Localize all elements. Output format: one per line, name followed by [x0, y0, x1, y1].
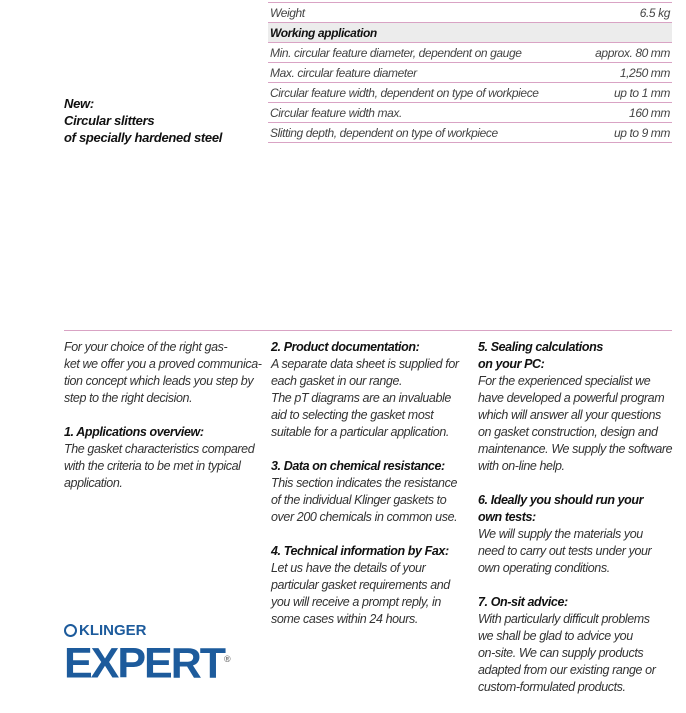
row-value: approx. 80 mm [595, 45, 670, 60]
row-label: Slitting depth, dependent on type of workpiece [270, 125, 498, 140]
divider [64, 330, 672, 331]
klinger-expert-logo [64, 622, 231, 688]
heading-documentation: 2. Product documentation: [271, 340, 420, 354]
text-advice: With particularly difficult problems we shall be glad to advice you on-site. We can supply products adapted from our existing range or custom-formulated products. [478, 612, 656, 694]
row-value: 6.5 kg [639, 5, 670, 20]
row-label: Circular feature width, dependent on type of workpiece [270, 85, 539, 100]
heading-fax: 4. Technical information by Fax: [271, 544, 449, 558]
text-fax: Let us have the details of your particular gasket requirements and you will receive a prompt reply, in some cases within 24 hours. [271, 561, 450, 626]
table-row [268, 83, 672, 103]
table-row [268, 63, 672, 83]
row-label: Max. circular feature diameter [270, 65, 417, 80]
column-3 [478, 339, 674, 713]
row-value: 1,250 mm [619, 65, 670, 80]
row-value: 160 mm [629, 105, 670, 120]
text-tests: We will supply the materials you need to carry out tests under your own operating conditions. [478, 527, 652, 575]
intro-text: For your choice of the right gas- ket we offer you a proved communica- tion concept which leads you step by step to the right decision. [64, 340, 262, 405]
heading-tests: 6. Ideally you should run your own tests: [478, 493, 644, 524]
heading-calculations: 5. Sealing calculations on your PC: [478, 340, 603, 371]
row-label: Circular feature width max. [270, 105, 402, 120]
product-name: EXPERT [64, 639, 225, 688]
heading-advice: 7. On-sit advice: [478, 595, 568, 609]
table-row [268, 43, 672, 63]
table-row [268, 123, 672, 143]
klinger-emblem-icon [64, 624, 77, 637]
table-row [268, 103, 672, 123]
column-1 [64, 339, 264, 509]
heading-applications: 1. Applications overview: [64, 425, 204, 439]
row-label: Min. circular feature diameter, dependent on gauge [270, 45, 522, 60]
brand-name: KLINGER [79, 622, 147, 639]
registered-mark: ® [224, 654, 231, 664]
row-value: up to 9 mm [613, 125, 670, 140]
row-label: Working application [270, 25, 377, 40]
spec-table [268, 2, 672, 143]
row-label: Weight [270, 5, 305, 20]
text-applications: The gasket characteristics compared with the criteria to be met in typical application. [64, 442, 255, 490]
text-documentation: A separate data sheet is supplied for each gasket in our range. The pT diagrams are an invaluable aid to selecting the gasket most suitable for a particular application. [271, 357, 459, 439]
row-value: up to 1 mm [613, 85, 670, 100]
text-chemical: This section indicates the resistance of the individual Klinger gaskets to over 200 chemicals in common use. [271, 476, 458, 524]
table-section-header [268, 23, 672, 43]
heading-chemical: 3. Data on chemical resistance: [271, 459, 445, 473]
table-row [268, 3, 672, 23]
text-calculations: For the experienced specialist we have developed a powerful program which will answer all your questions on gasket construction, design and maintenance. We supply the software with on-line help. [478, 374, 673, 473]
new-caption: New: Circular slitters of specially hardened steel [64, 96, 223, 145]
column-2 [271, 339, 466, 645]
